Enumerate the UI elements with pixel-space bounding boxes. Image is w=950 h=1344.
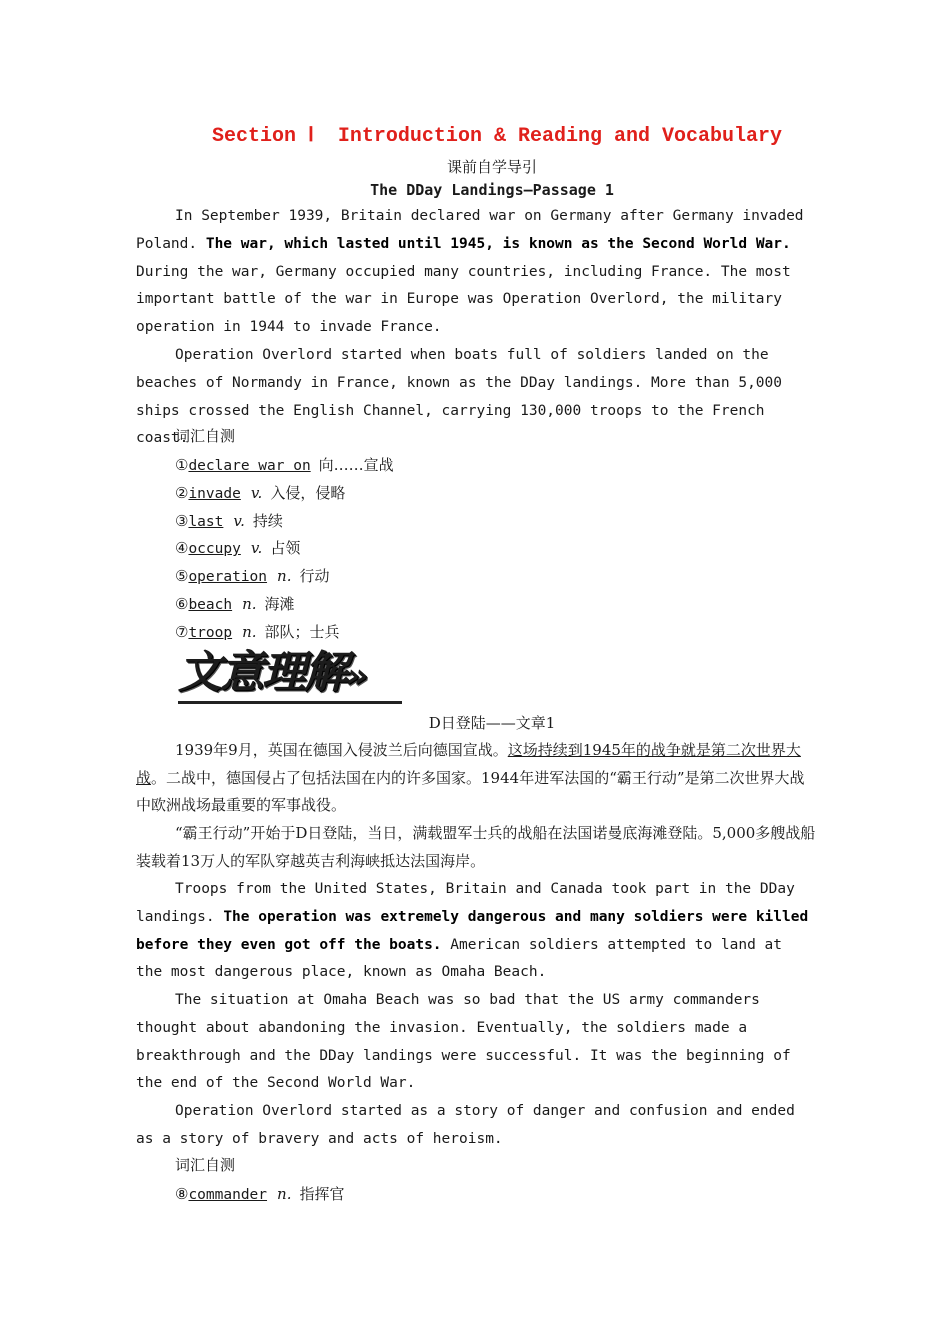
vocab-num: ③ xyxy=(175,511,189,530)
vocab-meaning: 部队；士兵 xyxy=(264,622,340,641)
vocab-word: occupy xyxy=(188,541,241,558)
passage1-p1-text-a: In September 1939, Britain declared war on Germany after Germany invaded Poland. xyxy=(136,208,804,252)
vocab-pos: n. xyxy=(277,567,292,586)
vocab-pos: v. xyxy=(250,539,263,558)
vocab-num: ⑧ xyxy=(175,1185,189,1203)
vocab-item xyxy=(175,619,394,647)
vocab-item xyxy=(175,535,394,563)
vocab-heading-1: 词汇自测 xyxy=(175,427,236,445)
vocab-list-2 xyxy=(175,1181,344,1209)
passage1-p1-text-c: During the war, Germany occupied many countries, including France. The most important battle of the war in Europe was Operation Overlord, the military operation in 1944 to invade France. xyxy=(136,263,791,336)
passage2-p1-text-c: American soldiers attempted to land at the most dangerous place, known as Omaha Beach. xyxy=(136,936,783,981)
passage2-p1-bold-sentence: The operation was extremely dangerous and many soldiers were killed before they even got off the boats. xyxy=(136,908,809,953)
vocab-meaning: 向……宣战 xyxy=(318,456,394,474)
vocab-word: last xyxy=(188,513,224,530)
vocab-list-1 xyxy=(175,452,394,647)
vocab-pos: v. xyxy=(233,511,245,530)
passage2-p1-text-a: Troops from the United States, Britain and Canada took part in the DDay landings. xyxy=(136,881,795,925)
passage1-paragraph-1 xyxy=(136,203,816,342)
section-banner xyxy=(178,647,404,708)
vocab-meaning: 海滩 xyxy=(264,594,295,613)
translation-p1-text-c: 。二战中，德国侵占了包括法国在内的许多国家。1944年进军法国的“霸王行动”是第二次世界大战中欧洲战场最重要的军事战役。 xyxy=(136,768,805,814)
vocab-item xyxy=(175,591,394,619)
vocab-heading-2: 词汇自测 xyxy=(175,1156,236,1174)
vocab-num: ④ xyxy=(175,539,189,558)
vocab-pos: n. xyxy=(277,1185,292,1203)
vocab-word: commander xyxy=(188,1187,268,1203)
passage2-paragraph-2: The situation at Omaha Beach was so bad that the US army commanders thought about abandoning the invasion. Eventually, the soldiers made a breakthrough and the DDay landings were successful. It was the beginning of the end of the Second World War. xyxy=(136,992,791,1092)
vocab-meaning: 指挥官 xyxy=(299,1185,345,1203)
vocab-pos: v. xyxy=(250,483,263,502)
vocab-meaning: 入侵，侵略 xyxy=(270,483,346,502)
vocab-item xyxy=(175,1181,344,1209)
vocab-pos: n. xyxy=(242,622,257,641)
vocab-meaning: 持续 xyxy=(252,511,283,530)
banner-underline xyxy=(178,701,402,704)
section-subtitle: 课前自学导引 xyxy=(446,158,537,176)
vocab-num: ⑤ xyxy=(175,567,189,586)
vocab-word: beach xyxy=(188,596,233,613)
passage1-p1-bold-sentence: The war, which lasted until 1945, is known as the Second World War. xyxy=(205,235,791,252)
translation-p1-underlined: 这场持续到1945年的战争就是第二次世界大战 xyxy=(136,741,801,787)
section-title: Section Ⅰ Introduction & Reading and Vocabulary xyxy=(212,125,782,148)
vocab-num: ① xyxy=(175,456,189,474)
vocab-meaning: 占领 xyxy=(270,539,301,558)
banner-text: 文意理解 xyxy=(178,647,346,698)
vocab-item xyxy=(175,480,394,508)
translation-p1-text-a: 1939年9月，英国在德国入侵波兰后向德国宣战。 xyxy=(175,741,508,759)
passage2-paragraph-3: Operation Overlord started as a story of danger and confusion and ended as a story of bravery and acts of heroism. xyxy=(136,1103,795,1147)
vocab-item xyxy=(175,563,394,591)
translation-title: D日登陆——文章1 xyxy=(428,714,556,732)
chevron-right-icon: » xyxy=(346,656,369,696)
translation-paragraph-1 xyxy=(136,737,816,820)
vocab-num: ⑥ xyxy=(175,594,189,613)
vocab-word: declare war on xyxy=(188,458,311,474)
vocab-pos: n. xyxy=(242,594,257,613)
vocab-num: ② xyxy=(175,483,189,502)
vocab-item xyxy=(175,508,394,536)
passage2-paragraph-1 xyxy=(136,876,816,987)
vocab-meaning: 行动 xyxy=(299,567,330,586)
passage1-paragraph-2: Operation Overlord started when boats full of soldiers landed on the beaches of Normandy in France, known as the DDay landings. More than 5,000 ships crossed the English Channel, carrying 130,000 troops to the French coast. xyxy=(136,347,783,447)
vocab-word: troop xyxy=(188,624,233,641)
banner-label xyxy=(178,646,368,700)
vocab-item xyxy=(175,452,394,480)
vocab-word: invade xyxy=(188,485,241,502)
vocab-word: operation xyxy=(188,569,268,586)
passage-title: The DDay Landings—Passage 1 xyxy=(370,181,614,199)
translation-paragraph-2: “霸王行动”开始于D日登陆，当日，满载盟军士兵的战船在法国诺曼底海滩登陆。5,000多艘战船装载着13万人的军队穿越英吉利海峡抵达法国海岸。 xyxy=(136,824,816,870)
vocab-num: ⑦ xyxy=(175,622,189,641)
